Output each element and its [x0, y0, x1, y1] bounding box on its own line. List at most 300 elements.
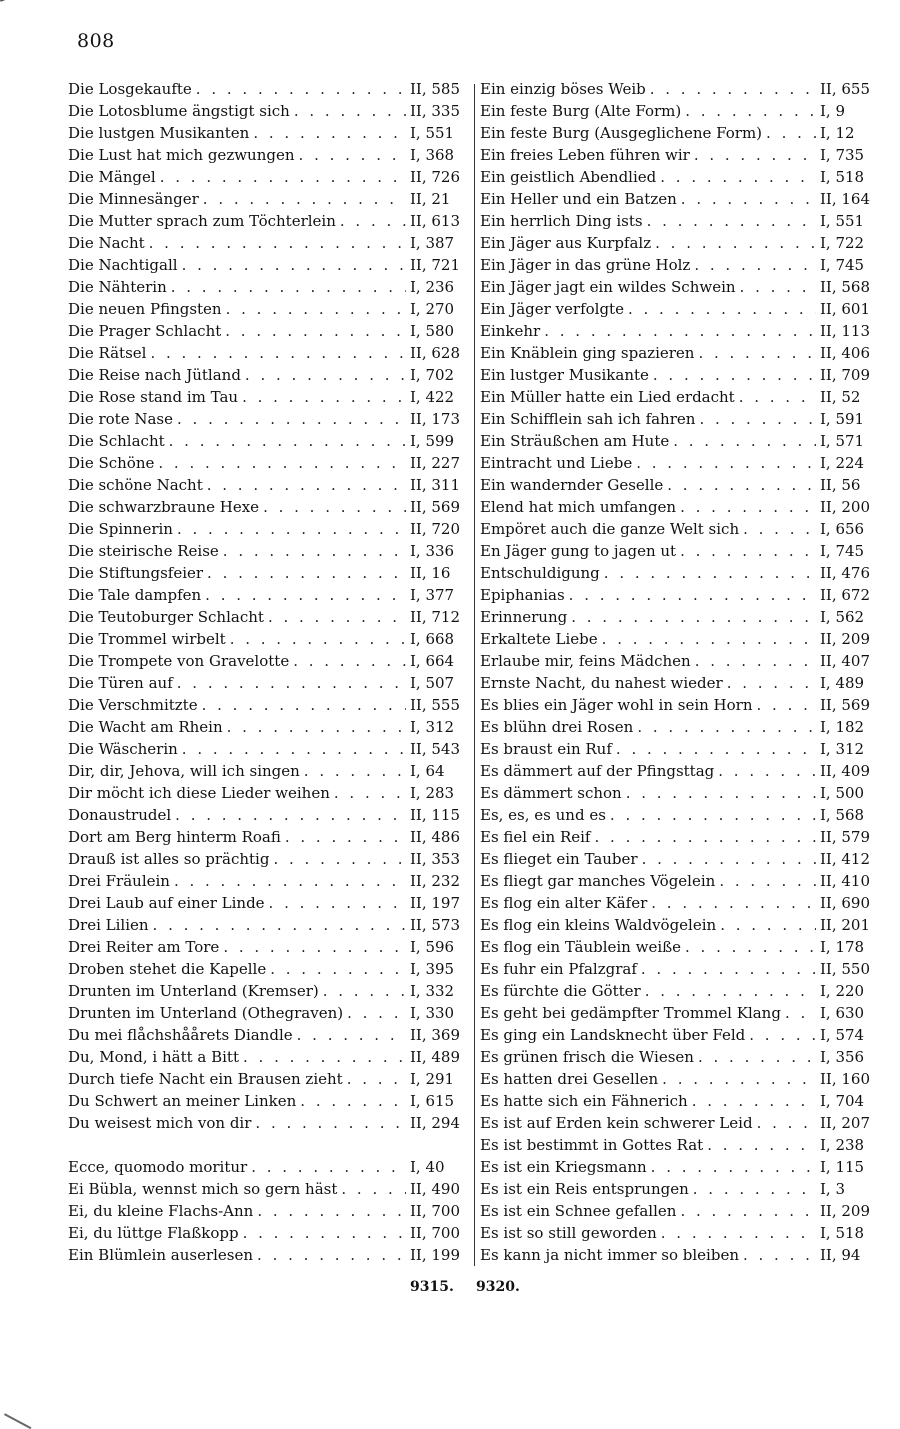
- entry-reference: II, 585: [410, 80, 461, 98]
- entry-title: Du, Mond, i hätt a Bitt: [68, 1048, 239, 1066]
- index-entry: [68, 1200, 466, 1222]
- entry-reference: I, 599: [410, 432, 455, 450]
- entry-reference: II, 412: [820, 850, 871, 868]
- entry-title: Ein wandernder Geselle: [480, 476, 664, 494]
- entry-reference: II, 489: [410, 1048, 461, 1066]
- entry-reference: II, 700: [410, 1224, 461, 1242]
- dot-leader: [667, 474, 816, 496]
- index-entry: [68, 1090, 466, 1112]
- entry-title: Die Reise nach Jütland: [68, 366, 241, 384]
- index-entry: [68, 430, 466, 452]
- index-entry: [68, 914, 466, 936]
- index-entry: [480, 276, 876, 298]
- entry-title: Die Nachtigall: [68, 256, 178, 274]
- dot-leader: [177, 672, 406, 694]
- entry-reference: I, 735: [820, 146, 865, 164]
- entry-reference: I, 40: [410, 1158, 445, 1176]
- index-entry: [68, 936, 466, 958]
- dot-leader: [743, 518, 816, 540]
- dot-leader: [660, 166, 816, 188]
- index-entry: [480, 430, 876, 452]
- dot-leader: [757, 1112, 816, 1134]
- entry-title: Ein freies Leben führen wir: [480, 146, 690, 164]
- entry-reference: I, 507: [410, 674, 455, 692]
- entry-reference: I, 12: [820, 124, 855, 142]
- entry-reference: I, 312: [820, 740, 865, 758]
- entry-title: Es fürchte die Götter: [480, 982, 641, 1000]
- entry-reference: II, 94: [820, 1246, 861, 1264]
- entry-title: Dort am Berg hinterm Roafi: [68, 828, 281, 846]
- entry-reference: II, 579: [820, 828, 871, 846]
- entry-reference: I, 330: [410, 1004, 455, 1022]
- index-entry: [480, 298, 876, 320]
- entry-reference: I, 518: [820, 168, 865, 186]
- entry-title: Ecce, quomodo moritur: [68, 1158, 248, 1176]
- entry-reference: I, 368: [410, 146, 455, 164]
- dot-leader: [202, 694, 406, 716]
- entry-reference: II, 294: [410, 1114, 461, 1132]
- entry-reference: II, 164: [820, 190, 871, 208]
- dot-leader: [685, 100, 816, 122]
- dot-leader: [616, 738, 816, 760]
- entry-title: Ein geistlich Abendlied: [480, 168, 657, 186]
- entry-title: Droben stehet die Kapelle: [68, 960, 267, 978]
- dot-leader: [251, 1156, 406, 1178]
- index-entry: [68, 826, 466, 848]
- entry-reference: I, 615: [410, 1092, 455, 1110]
- dot-leader: [680, 496, 816, 518]
- index-entry: [68, 144, 466, 166]
- dot-leader: [707, 1134, 816, 1156]
- entry-title: Ein Knäblein ging spazieren: [480, 344, 695, 362]
- entry-reference: II, 543: [410, 740, 461, 758]
- index-entry: [480, 892, 876, 914]
- entry-title: Ein Blümlein auserlesen: [68, 1246, 254, 1264]
- entry-reference: I, 551: [820, 212, 865, 230]
- index-entry: [480, 364, 876, 386]
- plate-number-b: 9320.: [476, 1279, 520, 1295]
- entry-reference: II, 207: [820, 1114, 871, 1132]
- entry-title: Empöret auch die ganze Welt sich: [480, 520, 740, 538]
- index-entry: [68, 1244, 466, 1266]
- index-entry: [480, 144, 876, 166]
- entry-title: Es ist ein Schnee gefallen: [480, 1202, 677, 1220]
- index-entry: [68, 892, 466, 914]
- index-entry: [480, 188, 876, 210]
- index-entry: [480, 694, 876, 716]
- dot-leader: [341, 1178, 406, 1200]
- index-entry: [480, 518, 876, 540]
- entry-reference: II, 700: [410, 1202, 461, 1220]
- index-entry: [480, 408, 876, 430]
- dot-leader: [681, 188, 816, 210]
- entry-reference: II, 232: [410, 872, 461, 890]
- dot-leader: [257, 1244, 406, 1266]
- entry-reference: II, 628: [410, 344, 461, 362]
- entry-reference: I, 356: [820, 1048, 865, 1066]
- index-entry: [480, 782, 876, 804]
- dot-leader: [685, 936, 816, 958]
- index-entry: [68, 1112, 466, 1134]
- entry-reference: II, 409: [820, 762, 871, 780]
- entry-reference: II, 197: [410, 894, 461, 912]
- entry-reference: I, 236: [410, 278, 455, 296]
- entry-title: Ein Jäger jagt ein wildes Schwein: [480, 278, 736, 296]
- index-entry: [480, 232, 876, 254]
- dot-leader: [177, 518, 406, 540]
- index-entry: [480, 452, 876, 474]
- dot-leader: [323, 980, 406, 1002]
- entry-title: Es blies ein Jäger wohl in sein Horn: [480, 696, 753, 714]
- entry-title: Einkehr: [480, 322, 541, 340]
- entry-reference: I, 291: [410, 1070, 455, 1088]
- index-entry: [480, 1244, 876, 1266]
- entry-title: Es fliegt gar manches Vögelein: [480, 872, 716, 890]
- dot-leader: [245, 364, 406, 386]
- dot-leader: [207, 562, 406, 584]
- entry-reference: I, 518: [820, 1224, 865, 1242]
- entry-title: Dir möcht ich diese Lieder weihen: [68, 784, 330, 802]
- dot-leader: [196, 78, 406, 100]
- index-entry: [68, 364, 466, 386]
- index-entry: [480, 342, 876, 364]
- entry-title: Ein lustger Musikante: [480, 366, 649, 384]
- dot-leader: [263, 496, 406, 518]
- index-entry: [68, 672, 466, 694]
- index-entry: [480, 716, 876, 738]
- entry-title: Drei Lilien: [68, 916, 149, 934]
- entry-reference: I, 377: [410, 586, 455, 604]
- dot-leader: [661, 1222, 816, 1244]
- entry-title: Ein Heller und ein Batzen: [480, 190, 677, 208]
- entry-title: Ein Jäger verfolgte: [480, 300, 624, 318]
- dot-leader: [227, 716, 406, 738]
- index-entry: [480, 100, 876, 122]
- dot-leader: [694, 254, 816, 276]
- entry-title: Ein Jäger in das grüne Holz: [480, 256, 691, 274]
- index-entry: [68, 496, 466, 518]
- entry-reference: II, 56: [820, 476, 861, 494]
- entry-reference: II, 335: [410, 102, 461, 120]
- index-entry: [480, 1134, 876, 1156]
- entry-title: Es dämmert auf der Pfingsttag: [480, 762, 715, 780]
- dot-leader: [693, 1178, 816, 1200]
- index-entry: [480, 1112, 876, 1134]
- dot-leader: [595, 826, 817, 848]
- entry-title: Erlaube mir, feins Mädchen: [480, 652, 691, 670]
- entry-title: Durch tiefe Nacht ein Brausen zieht: [68, 1070, 343, 1088]
- index-entry: [480, 650, 876, 672]
- dot-leader: [273, 848, 406, 870]
- entry-title: Du weisest mich von dir: [68, 1114, 252, 1132]
- entry-title: Die Wacht am Rhein: [68, 718, 223, 736]
- entry-title: Es dämmert schon: [480, 784, 622, 802]
- entry-title: Es flog ein kleins Waldvögelein: [480, 916, 717, 934]
- entry-reference: II, 573: [410, 916, 461, 934]
- index-entry: [480, 496, 876, 518]
- index-entry: [480, 562, 876, 584]
- entry-reference: I, 9: [820, 102, 846, 120]
- dot-leader: [223, 936, 406, 958]
- entry-title: Die Trompete von Gravelotte: [68, 652, 290, 670]
- entry-title: Ei, du kleine Flachs-Ann: [68, 1202, 254, 1220]
- index-entry: [480, 474, 876, 496]
- entry-reference: II, 568: [820, 278, 871, 296]
- dot-leader: [636, 452, 816, 474]
- dot-leader: [243, 1046, 406, 1068]
- index-entry: [480, 78, 876, 100]
- index-entry: [68, 276, 466, 298]
- index-entry: [480, 210, 876, 232]
- index-entry: [68, 650, 466, 672]
- dot-leader: [340, 210, 406, 232]
- entry-reference: I, 668: [410, 630, 455, 648]
- index-entry: [68, 958, 466, 980]
- entry-title: Es ist so still geworden: [480, 1224, 657, 1242]
- entry-reference: II, 209: [820, 630, 871, 648]
- entry-title: Es geht bei gedämpfter Trommel Klang: [480, 1004, 781, 1022]
- index-entry: [480, 1156, 876, 1178]
- entry-reference: II, 369: [410, 1026, 461, 1044]
- index-entry: [480, 1222, 876, 1244]
- dot-leader: [653, 364, 816, 386]
- entry-reference: II, 113: [820, 322, 871, 340]
- entry-reference: II, 720: [410, 520, 461, 538]
- entry-reference: II, 490: [410, 1180, 461, 1198]
- dot-leader: [177, 408, 406, 430]
- entry-reference: II, 199: [410, 1246, 461, 1264]
- dot-leader: [642, 848, 816, 870]
- column-divider: [474, 84, 475, 1266]
- entry-title: Drauß ist alles so prächtig: [68, 850, 270, 868]
- entry-reference: I, 224: [820, 454, 865, 472]
- entry-reference: I, 656: [820, 520, 865, 538]
- entry-reference: I, 220: [820, 982, 865, 1000]
- entry-reference: II, 569: [410, 498, 461, 516]
- dot-leader: [785, 1002, 816, 1024]
- entry-title: Drunten im Unterland (Kremser): [68, 982, 319, 1000]
- entry-reference: I, 664: [410, 652, 455, 670]
- dot-leader: [645, 980, 816, 1002]
- entry-title: Die Mängel: [68, 168, 156, 186]
- entry-title: Es fuhr ein Pfalzgraf: [480, 960, 637, 978]
- entry-reference: II, 209: [820, 1202, 871, 1220]
- index-entry: [480, 1046, 876, 1068]
- index-entry: [68, 1024, 466, 1046]
- entry-title: Die Lotosblume ängstigt sich: [68, 102, 290, 120]
- entry-reference: I, 182: [820, 718, 865, 736]
- entry-reference: II, 200: [820, 498, 871, 516]
- entry-title: Die schwarzbraune Hexe: [68, 498, 260, 516]
- index-entry: [480, 166, 876, 188]
- entry-title: Ein Sträußchen am Hute: [480, 432, 670, 450]
- dot-leader: [225, 320, 406, 342]
- dot-leader: [207, 474, 406, 496]
- index-entry: [68, 738, 466, 760]
- entry-reference: II, 353: [410, 850, 461, 868]
- index-entry: [68, 540, 466, 562]
- entry-title: Die Spinnerin: [68, 520, 173, 538]
- dot-leader: [285, 826, 406, 848]
- index-column-right: [480, 78, 876, 1266]
- index-entry: [480, 254, 876, 276]
- dot-leader: [257, 1200, 406, 1222]
- entry-title: Die Minnesänger: [68, 190, 199, 208]
- dot-leader: [182, 738, 406, 760]
- entry-title: Die Türen auf: [68, 674, 173, 692]
- entry-title: Die Mutter sprach zum Töchterlein: [68, 212, 336, 230]
- dot-leader: [334, 782, 406, 804]
- entry-reference: I, 596: [410, 938, 455, 956]
- entry-reference: II, 555: [410, 696, 461, 714]
- dot-leader: [158, 452, 406, 474]
- index-entry: [68, 980, 466, 1002]
- index-entry: [480, 980, 876, 1002]
- entry-reference: I, 722: [820, 234, 865, 252]
- index-entry: [68, 628, 466, 650]
- dot-leader: [757, 694, 817, 716]
- dot-leader: [610, 804, 816, 826]
- index-entry: [480, 628, 876, 650]
- index-entry: [68, 254, 466, 276]
- dot-leader: [655, 232, 816, 254]
- dot-leader: [719, 870, 816, 892]
- index-entry: [68, 166, 466, 188]
- dot-leader: [626, 782, 816, 804]
- entry-title: Es grünen frisch die Wiesen: [480, 1048, 694, 1066]
- entry-title: Drei Fräulein: [68, 872, 170, 890]
- entry-reference: II, 613: [410, 212, 461, 230]
- entry-reference: I, 500: [820, 784, 865, 802]
- index-entry: [480, 738, 876, 760]
- entry-reference: I, 387: [410, 234, 455, 252]
- entry-reference: I, 64: [410, 762, 445, 780]
- index-entry: [68, 452, 466, 474]
- dot-leader: [571, 606, 816, 628]
- index-entry: [480, 122, 876, 144]
- dot-leader: [293, 650, 406, 672]
- entry-title: Drunten im Unterland (Othegraven): [68, 1004, 344, 1022]
- entry-reference: I, 702: [410, 366, 455, 384]
- entry-reference: I, 568: [820, 806, 865, 824]
- dot-leader: [242, 386, 406, 408]
- dot-leader: [297, 1024, 406, 1046]
- dot-leader: [673, 430, 816, 452]
- entry-title: Drei Reiter am Tore: [68, 938, 220, 956]
- dot-leader: [347, 1002, 406, 1024]
- entry-reference: II, 672: [820, 586, 871, 604]
- dot-leader: [740, 276, 816, 298]
- entry-title: Entschuldigung: [480, 564, 600, 582]
- entry-title: Es flog ein alter Käfer: [480, 894, 648, 912]
- entry-title: Die neuen Pfingsten: [68, 300, 222, 318]
- entry-title: Erkaltete Liebe: [480, 630, 598, 648]
- entry-title: Epiphanias: [480, 586, 565, 604]
- index-entry: [480, 540, 876, 562]
- index-entry: [68, 474, 466, 496]
- entry-reference: I, 571: [820, 432, 865, 450]
- entry-title: Du Schwert an meiner Linken: [68, 1092, 297, 1110]
- entry-title: Die Schöne: [68, 454, 155, 472]
- entry-title: Die Wäscherin: [68, 740, 178, 758]
- entry-reference: I, 115: [820, 1158, 865, 1176]
- entry-reference: II, 655: [820, 80, 871, 98]
- dot-leader: [223, 540, 406, 562]
- entry-title: Es ist bestimmt in Gottes Rat: [480, 1136, 704, 1154]
- index-entry: [68, 870, 466, 892]
- index-entry: [480, 936, 876, 958]
- dot-leader: [203, 188, 406, 210]
- entry-title: Die schöne Nacht: [68, 476, 203, 494]
- dot-leader: [150, 342, 406, 364]
- entry-title: Die Nacht: [68, 234, 145, 252]
- entry-title: Es ist ein Kriegsmann: [480, 1158, 647, 1176]
- dot-leader: [692, 1090, 816, 1112]
- entry-title: Es flog ein Täublein weiße: [480, 938, 682, 956]
- entry-reference: I, 574: [820, 1026, 865, 1044]
- dot-leader: [718, 760, 816, 782]
- entry-reference: I, 422: [410, 388, 455, 406]
- index-entry: [68, 1156, 466, 1178]
- entry-title: Es, es, es und es: [480, 806, 606, 824]
- entry-title: Es blühn drei Rosen: [480, 718, 634, 736]
- index-entry: [68, 100, 466, 122]
- dot-leader: [739, 386, 816, 408]
- entry-title: Es hatte sich ein Fähnerich: [480, 1092, 688, 1110]
- entry-title: Es kann ja nicht immer so bleiben: [480, 1246, 739, 1264]
- entry-title: Erinnerung: [480, 608, 568, 626]
- dot-leader: [662, 1068, 816, 1090]
- entry-reference: I, 704: [820, 1092, 865, 1110]
- entry-reference: II, 173: [410, 410, 461, 428]
- index-entry: [68, 562, 466, 584]
- index-entry: [68, 716, 466, 738]
- entry-reference: II, 709: [820, 366, 871, 384]
- entry-title: En Jäger gung to jagen ut: [480, 542, 677, 560]
- entry-reference: II, 52: [820, 388, 861, 406]
- dot-leader: [694, 144, 816, 166]
- entry-title: Die Nähterin: [68, 278, 167, 296]
- dot-leader: [205, 584, 406, 606]
- entry-reference: II, 410: [820, 872, 871, 890]
- entry-reference: II, 201: [820, 916, 871, 934]
- index-entry: [68, 1222, 466, 1244]
- index-entry: [480, 760, 876, 782]
- dot-leader: [253, 122, 406, 144]
- dot-leader: [749, 1024, 816, 1046]
- entry-reference: II, 21: [410, 190, 451, 208]
- dot-leader: [304, 760, 406, 782]
- entry-title: Die Tale dampfen: [68, 586, 202, 604]
- index-entry: [68, 210, 466, 232]
- entry-reference: I, 312: [410, 718, 455, 736]
- entry-reference: II, 601: [820, 300, 871, 318]
- index-entry: [68, 408, 466, 430]
- dot-leader: [226, 298, 406, 320]
- entry-reference: I, 489: [820, 674, 865, 692]
- entry-title: Ei Bübla, wennst mich so gern häst: [68, 1180, 338, 1198]
- entry-title: Die Rose stand im Tau: [68, 388, 239, 406]
- index-entry: [68, 298, 466, 320]
- dot-leader: [270, 958, 406, 980]
- entry-reference: II, 406: [820, 344, 871, 362]
- entry-title: Ein feste Burg (Ausgeglichene Form): [480, 124, 763, 142]
- entry-title: Es braust ein Ruf: [480, 740, 612, 758]
- entry-title: Es ist auf Erden kein schwerer Leid: [480, 1114, 753, 1132]
- index-entry: [68, 694, 466, 716]
- dot-leader: [651, 1156, 816, 1178]
- index-entry: [480, 1024, 876, 1046]
